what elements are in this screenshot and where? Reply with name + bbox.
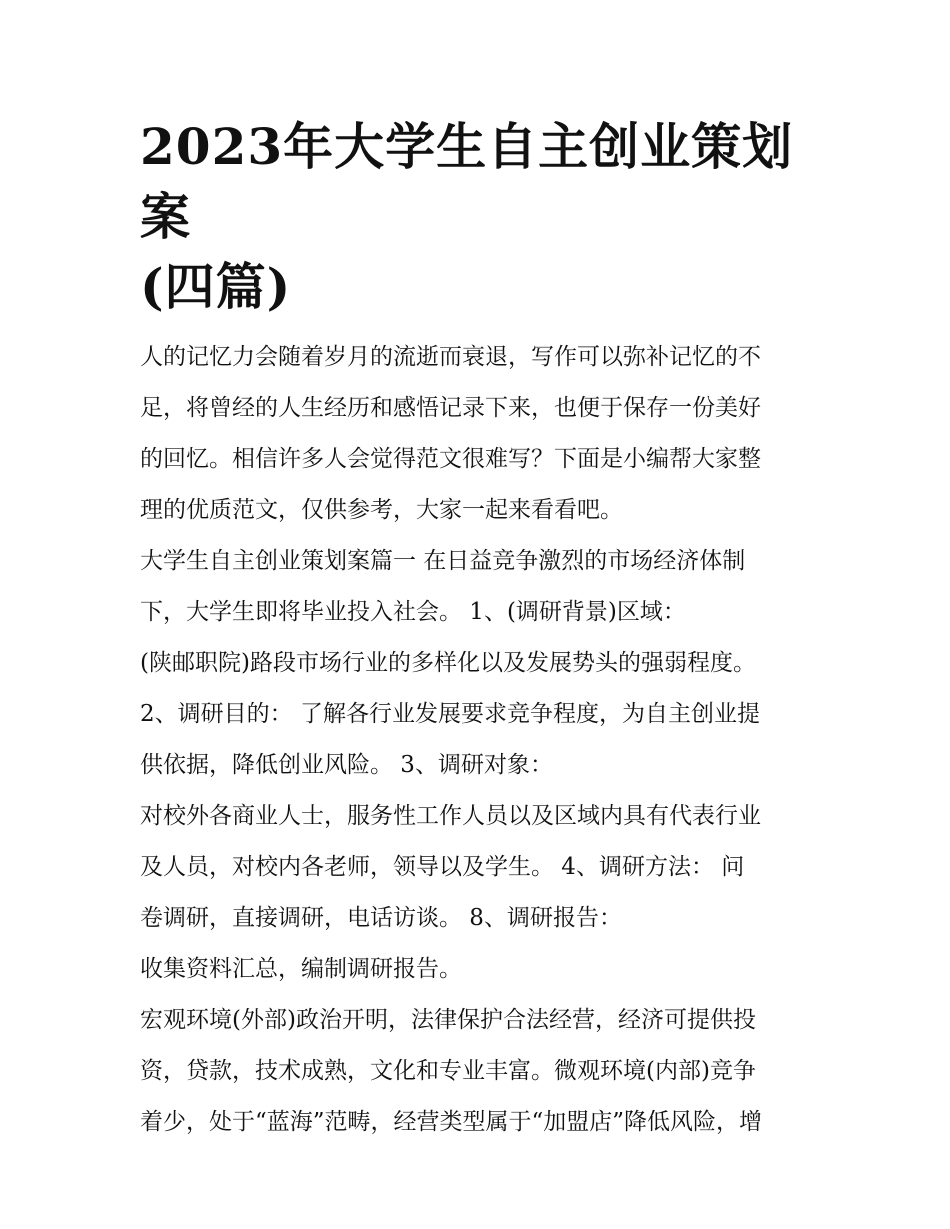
body-line: 人的记忆力会随着岁月的流逝而衰退，写作可以弥补记忆的不 xyxy=(140,344,761,370)
title-line: (四篇) xyxy=(140,257,292,316)
body-line: 供依据，降低创业风险。 3、调研对象： xyxy=(140,752,553,778)
body-line: (陕邮职院)路段市场行业的多样化以及发展势头的强弱程度。 xyxy=(140,650,756,676)
body-line: 2、调研目的： 了解各行业发展要求竞争程度，为自主创业提 xyxy=(140,701,760,727)
body-line: 下，大学生即将毕业投入社会。 1、(调研背景)区域： xyxy=(140,599,686,625)
document-page xyxy=(140,112,830,1148)
body-line: 大学生自主创业策划案篇一 在日益竞争激烈的市场经济体制 xyxy=(140,548,746,574)
document-title xyxy=(140,112,830,322)
body-line: 对校外各商业人士，服务性工作人员以及区域内具有代表行业 xyxy=(140,803,761,829)
body-line: 收集资料汇总，编制调研报告。 xyxy=(140,956,462,982)
body-line: 的回忆。相信许多人会觉得范文很难写？下面是小编帮大家整 xyxy=(140,446,761,472)
body-line: 足，将曾经的人生经历和感悟记录下来，也便于保存一份美好 xyxy=(140,395,761,421)
body-line: 着少，处于“蓝海”范畴，经营类型属于“加盟店”降低风险，增 xyxy=(140,1109,763,1135)
document-body xyxy=(140,332,830,1148)
body-line: 资，贷款，技术成熟，文化和专业丰富。微观环境(内部)竞争 xyxy=(140,1058,756,1084)
body-line: 宏观环境(外部)政治开明，法律保护合法经营，经济可提供投 xyxy=(140,1007,756,1033)
body-line: 卷调研，直接调研，电话访谈。 8、调研报告： xyxy=(140,905,622,931)
body-line: 及人员，对校内各老师，领导以及学生。 4、调研方法： 问 xyxy=(140,854,745,880)
title-line: 2023年大学生自主创业策划案 xyxy=(140,117,794,246)
body-line: 理的优质范文，仅供参考，大家一起来看看吧。 xyxy=(140,497,623,523)
